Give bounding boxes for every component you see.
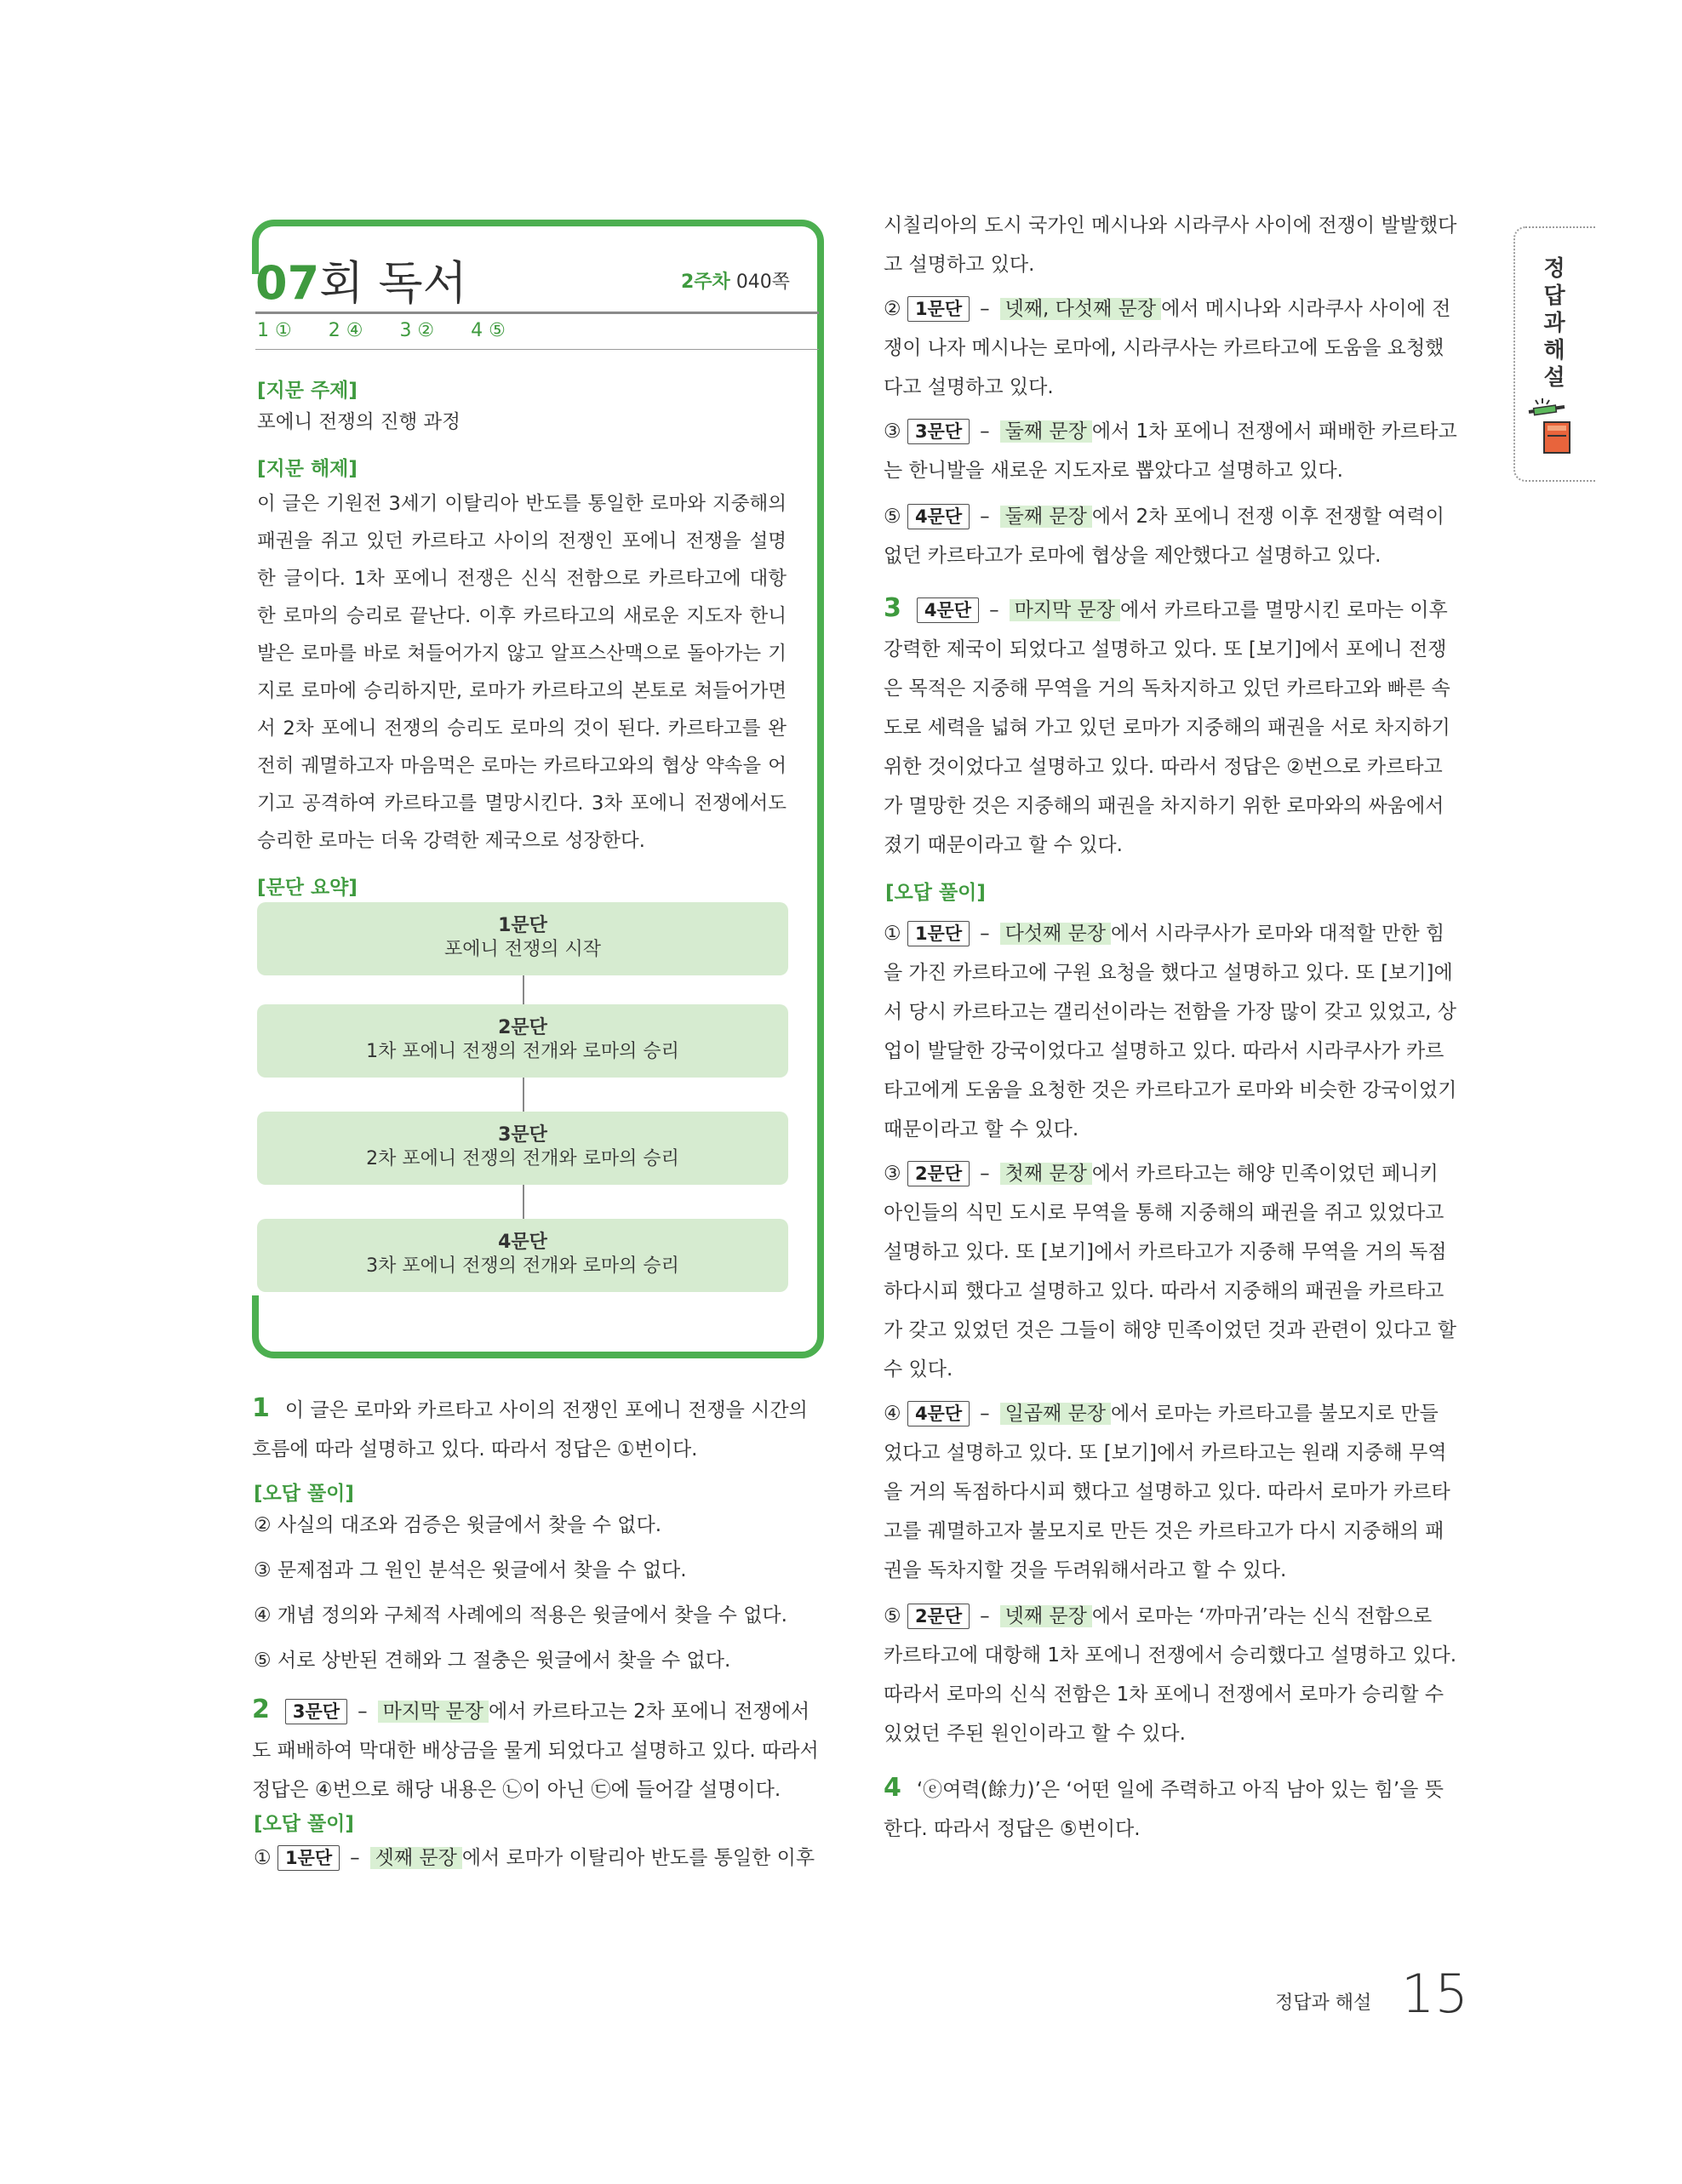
title-divider xyxy=(255,312,819,314)
dash: – xyxy=(980,1605,990,1627)
item-mark: ① xyxy=(254,1847,272,1869)
wrong-item: ③ 문제점과 그 원인 분석은 윗글에서 찾을 수 없다. xyxy=(254,1559,687,1581)
wrong-answer-heading: [오답 풀이] xyxy=(254,1813,354,1835)
footer-label: 정답과 해설 xyxy=(1275,1992,1372,2014)
sentence-highlight: 셋째 문장 xyxy=(370,1847,462,1869)
dash: – xyxy=(980,506,990,528)
item-text: 에서 시라쿠사가 로마와 대적할 만한 힘 xyxy=(1111,923,1445,945)
paragraph-tag: 3문단 xyxy=(285,1699,347,1724)
sentence-highlight: 첫째 문장 xyxy=(1000,1163,1092,1185)
week-page: 040쪽 xyxy=(735,272,791,293)
text-line: 을 가진 카르타고에 구원 요청을 했다고 설명하고 있다. 또 [보기]에 xyxy=(884,962,1453,984)
paragraph-tag: 4문단 xyxy=(907,1401,970,1426)
connector-line xyxy=(523,975,524,1004)
theme-text: 포에니 전쟁의 진행 과정 xyxy=(257,411,461,433)
answer-3: 3 ② xyxy=(399,320,435,341)
wrong-item: ② 사실의 대조와 검증은 윗글에서 찾을 수 없다. xyxy=(254,1514,662,1536)
wrong-item: ⑤ 서로 상반된 견해와 그 절충은 윗글에서 찾을 수 없다. xyxy=(254,1649,731,1672)
question-text: 이 글은 로마와 카르타고 사이의 전쟁인 포에니 전쟁을 시간의 xyxy=(284,1399,808,1421)
dash: – xyxy=(358,1701,368,1723)
dash: – xyxy=(980,923,990,945)
text-line: 위한 것이었다고 설명하고 있다. 따라서 정답은 ②번으로 카르타고 xyxy=(884,756,1443,778)
item-mark: ⑤ xyxy=(884,1605,901,1627)
question-number: 1 xyxy=(252,1393,270,1423)
page-number: 15 xyxy=(1401,1963,1468,2025)
q2-wrong-1 xyxy=(254,1838,815,1878)
question-text: 흐름에 따라 설명하고 있다. 따라서 정답은 ①번이다. xyxy=(252,1438,698,1461)
item-text: 에서 로마는 ‘까마귀’라는 신식 전함으로 xyxy=(1091,1605,1433,1627)
title-text: 회 독서 xyxy=(319,256,467,310)
side-tab-label: 정답과해설 xyxy=(1543,256,1565,391)
paragraph-box-4 xyxy=(257,1219,788,1292)
connector-line xyxy=(523,1078,524,1112)
week-reference xyxy=(681,267,790,294)
question-number: 2 xyxy=(252,1695,270,1724)
question-text: ‘ⓔ여력(餘力)’은 ‘어떤 일에 주력하고 아직 남아 있는 힘’을 뜻 xyxy=(916,1779,1444,1801)
paragraph-tag: 4문단 xyxy=(917,597,979,623)
paragraph-tag: 1문단 xyxy=(907,296,970,322)
sentence-highlight: 둘째 문장 xyxy=(1000,506,1092,528)
week-label: 2주차 xyxy=(681,272,730,293)
analysis-text: 이 글은 기원전 3세기 이탈리아 반도를 통일한 로마와 지중해의 패권을 쥐고 있던 카르타고 사이의 전쟁인 포에니 전쟁을 설명한 글이다. 1차 포에니 전쟁은 신식 전함으로 카르타고에 대항한 로마의 승리로 끝난다. 이후 카르타고의 새로운 지도자 한니발은 로마를 바로 쳐들어가지 않고 알프스산맥으로 돌아가는 기지로 로마에 승리하지만, 로마가 카르타고의 본토로 쳐들어가면서 2차 포에니 전쟁의 승리도 로마의 것이 된다. 카르타고를 완전히 궤멸하고자 마음먹은 로마는 카르타고와의 협상 약속을 어기고 공격하여 카르타고를 멸망시킨다. 3차 포에니 전쟁에서도 승리한 로마는 더욱 강력한 제국으로 성장한다. xyxy=(257,493,787,852)
analysis-heading: [지문 해제] xyxy=(257,458,358,480)
question-text: 정답은 ④번으로 해당 내용은 ㉡이 아닌 ㉢에 들어갈 설명이다. xyxy=(252,1779,781,1801)
q2-wrong-3 xyxy=(884,412,1457,490)
text-line: 권을 독차지할 것을 두려워해서라고 할 수 있다. xyxy=(884,1559,1287,1581)
paragraph-summary: 포에니 전쟁의 시작 xyxy=(443,939,601,960)
question-text: 도 패배하여 막대한 배상금을 물게 되었다고 설명하고 있다. 따라서 xyxy=(252,1740,819,1762)
sentence-highlight: 일곱째 문장 xyxy=(1000,1403,1111,1425)
question-4 xyxy=(884,1769,1457,1849)
wrong-item: ④ 개념 정의와 구체적 사례에의 적용은 윗글에서 찾을 수 없다. xyxy=(254,1604,787,1627)
text-line: 없던 카르타고가 로마에 협상을 제안했다고 설명하고 있다. xyxy=(884,545,1382,567)
q1-wrong-list xyxy=(254,1503,787,1684)
item-text: 에서 카르타고는 해양 민족이었던 페니키 xyxy=(1091,1163,1439,1185)
text-line: 고를 궤멸하고자 불모지로 만든 것은 카르타고가 다시 지중해의 패 xyxy=(884,1520,1445,1542)
question-3 xyxy=(884,589,1457,865)
q3-wrong-3 xyxy=(884,1394,1457,1590)
question-text: 에서 카르타고는 2차 포에니 전쟁에서 xyxy=(488,1701,810,1723)
text-line: 서 당시 카르타고는 갤리선이라는 전함을 가장 많이 갖고 있었고, 상 xyxy=(884,1001,1456,1023)
q3-wrong-2 xyxy=(884,1154,1457,1389)
paragraph-tag: 2문단 xyxy=(907,1604,970,1629)
wrong-answer-heading: [오답 풀이] xyxy=(885,882,986,904)
text-line: 타고에게 도움을 요청한 것은 카르타고가 로마와 비슷한 강국이었기 xyxy=(884,1079,1457,1101)
q3-wrong-4 xyxy=(884,1597,1457,1753)
paragraph-tag: 1문단 xyxy=(907,921,970,946)
text-line: 설명하고 있다. 또 [보기]에서 카르타고가 지중해 무역을 거의 독점 xyxy=(884,1241,1447,1263)
paragraph-tag: 4문단 xyxy=(907,504,970,529)
dash: – xyxy=(980,1403,990,1425)
paragraph-box-1 xyxy=(257,902,788,975)
paragraph-summary: 1차 포에니 전쟁의 전개와 로마의 승리 xyxy=(366,1041,679,1062)
item-mark: ① xyxy=(884,923,901,945)
paragraph-summary: 3차 포에니 전쟁의 전개와 로마의 승리 xyxy=(366,1255,679,1277)
theme-heading: [지문 주제] xyxy=(257,380,358,402)
text-line: 는 한니발을 새로운 지도자로 뽑았다고 설명하고 있다. xyxy=(884,460,1343,482)
question-number: 4 xyxy=(884,1773,901,1803)
text-line: 강력한 제국이 되었다고 설명하고 있다. 또 [보기]에서 포에니 전쟁 xyxy=(884,638,1447,660)
text-line: 시칠리아의 도시 국가인 메시나와 시라쿠사 사이에 전쟁이 발발했다 xyxy=(884,214,1457,237)
text-line: 한다. 따라서 정답은 ⑤번이다. xyxy=(884,1818,1141,1840)
question-number: 3 xyxy=(884,593,901,623)
question-text: 에서 카르타고를 멸망시킨 로마는 이후 xyxy=(1119,599,1448,621)
text-line: 카르타고에 대항해 1차 포에니 전쟁에서 승리했다고 설명하고 있다. xyxy=(884,1644,1457,1667)
text-line: 때문이라고 할 수 있다. xyxy=(884,1118,1079,1141)
sentence-highlight: 넷째 문장 xyxy=(1000,1605,1092,1627)
q2-wrong-2 xyxy=(884,289,1457,407)
dash: – xyxy=(350,1847,360,1869)
text-line: 은 목적은 지중해 무역을 거의 독차지하고 있던 카르타고와 빠른 속 xyxy=(884,677,1450,700)
answer-divider xyxy=(255,349,819,350)
q2-wrong-4 xyxy=(884,497,1457,575)
question-2 xyxy=(252,1690,824,1810)
item-mark: ③ xyxy=(884,1163,901,1185)
sentence-highlight: 다섯째 문장 xyxy=(1000,923,1111,945)
text-line: 아인들의 식민 도시로 무역을 통해 지중해의 패권을 쥐고 있었다고 xyxy=(884,1202,1445,1224)
paragraph-box-3 xyxy=(257,1112,788,1185)
paragraph-summary: 2차 포에니 전쟁의 전개와 로마의 승리 xyxy=(366,1148,679,1169)
sentence-highlight: 마지막 문장 xyxy=(1010,599,1120,621)
answer-key xyxy=(257,320,536,341)
dash: – xyxy=(980,1163,990,1185)
text-line: 가 멸망한 것은 지중해의 패권을 차지하기 위한 로마와의 싸움에서 xyxy=(884,795,1445,817)
card-title xyxy=(255,247,467,312)
text-line: 었다고 설명하고 있다. 또 [보기]에서 카르타고는 원래 지중해 무역 xyxy=(884,1442,1447,1464)
paragraph-tag: 2문단 xyxy=(907,1161,970,1186)
text-line: 고 설명하고 있다. xyxy=(884,254,1035,276)
dash: – xyxy=(989,599,999,621)
connector-line xyxy=(523,1185,524,1219)
item-text: 에서 메시나와 시라쿠사 사이에 전 xyxy=(1161,298,1451,320)
title-number: 07 xyxy=(255,256,320,310)
text-line: 졌기 때문이라고 할 수 있다. xyxy=(884,834,1123,856)
item-mark: ② xyxy=(884,298,901,320)
book-pencil-icon xyxy=(1527,397,1571,458)
summary-heading: [문단 요약] xyxy=(257,877,358,899)
answer-4: 4 ⑤ xyxy=(471,320,506,341)
text-line: 을 거의 독점하다시피 했다고 설명하고 있다. 따라서 로마가 카르타 xyxy=(884,1481,1450,1503)
text-line: 수 있다. xyxy=(884,1358,953,1381)
item-text: 에서 로마는 카르타고를 불모지로 만들 xyxy=(1111,1403,1439,1425)
r-continued xyxy=(884,206,1457,284)
answer-1: 1 ① xyxy=(257,320,292,341)
q3-wrong-1 xyxy=(884,914,1457,1149)
item-text: 에서 2차 포에니 전쟁 이후 전쟁할 여력이 xyxy=(1091,506,1445,528)
question-1 xyxy=(252,1389,824,1469)
paragraph-tag: 3문단 xyxy=(907,419,970,444)
item-text: 에서 1차 포에니 전쟁에서 패배한 카르타고 xyxy=(1091,420,1457,443)
item-mark: ③ xyxy=(884,420,901,443)
dash: – xyxy=(980,420,990,443)
text-line: 다고 설명하고 있다. xyxy=(884,376,1054,398)
text-line: 업이 발달한 강국이었다고 설명하고 있다. 따라서 시라쿠사가 카르 xyxy=(884,1040,1445,1062)
paragraph-box-2 xyxy=(257,1004,788,1078)
text-line: 도로 세력을 넓혀 가고 있던 로마가 지중해의 패권을 서로 차지하기 xyxy=(884,717,1450,739)
text-line: 있었던 주된 원인이라고 할 수 있다. xyxy=(884,1723,1186,1745)
text-line: 하다시피 했다고 설명하고 있다. 따라서 지중해의 패권을 카르타고 xyxy=(884,1280,1445,1302)
paragraph-number: 4문단 xyxy=(498,1232,547,1253)
answer-2: 2 ④ xyxy=(328,320,363,341)
paragraph-number: 3문단 xyxy=(498,1124,547,1146)
text-line: 따라서 로마의 신식 전함은 1차 포에니 전쟁에서 로마가 승리할 수 xyxy=(884,1684,1445,1706)
item-mark: ⑤ xyxy=(884,506,901,528)
paragraph-number: 2문단 xyxy=(498,1017,547,1038)
text-line: 쟁이 나자 메시나는 로마에, 시라쿠사는 카르타고에 도움을 요청했 xyxy=(884,337,1445,359)
sentence-highlight: 넷째, 다섯째 문장 xyxy=(1000,298,1161,320)
paragraph-number: 1문단 xyxy=(498,915,547,936)
wrong-answer-heading: [오답 풀이] xyxy=(254,1483,354,1505)
item-mark: ④ xyxy=(884,1403,901,1425)
paragraph-tag: 1문단 xyxy=(277,1845,340,1871)
sentence-highlight: 둘째 문장 xyxy=(1000,420,1092,443)
text-line: 가 갖고 있었던 것은 그들이 해양 민족이었던 것과 관련이 있다고 할 xyxy=(884,1319,1456,1341)
sentence-highlight: 마지막 문장 xyxy=(378,1701,489,1723)
dash: – xyxy=(980,298,990,320)
item-text: 에서 로마가 이탈리아 반도를 통일한 이후 xyxy=(461,1847,815,1869)
